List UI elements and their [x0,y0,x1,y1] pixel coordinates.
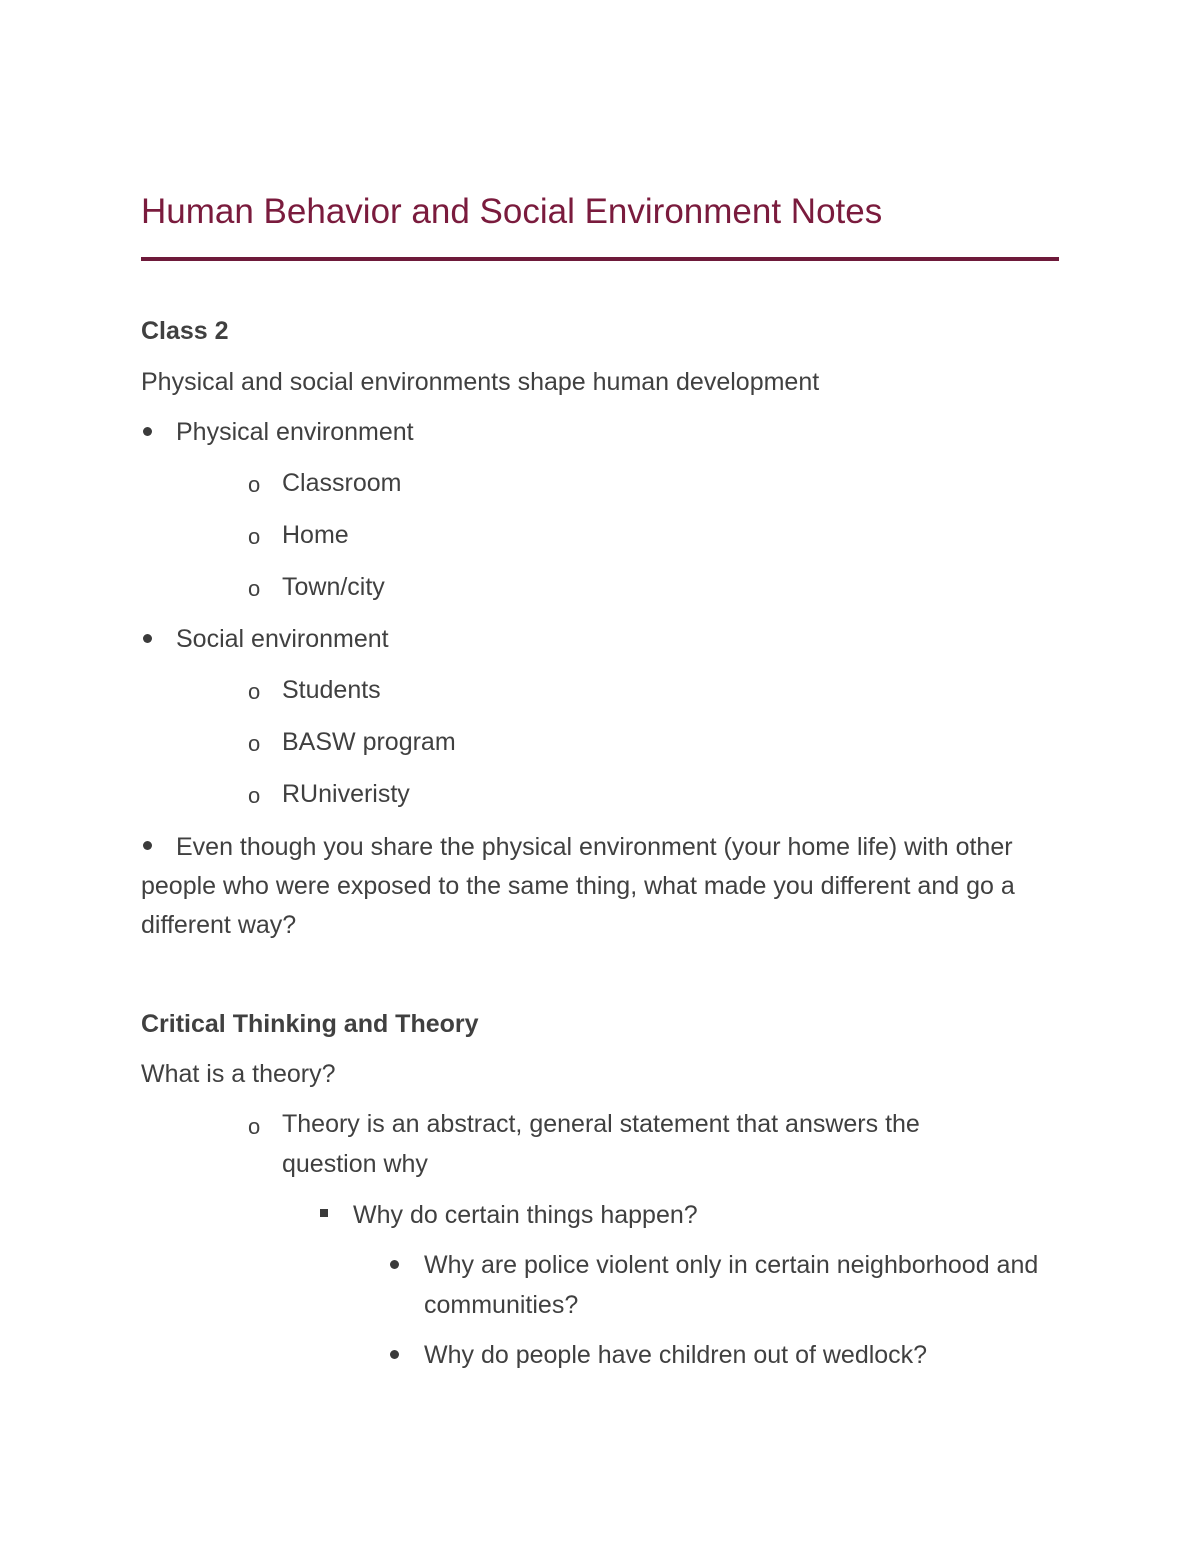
title-divider [141,257,1059,261]
section-heading-class-2: Class 2 [141,317,229,345]
circle-bullet-icon: o [248,1114,261,1139]
sub-sub-list-item: Why do certain things happen? [353,1201,698,1229]
circle-bullet-icon: o [248,576,261,601]
circle-bullet-icon: o [248,524,261,549]
document-title: Human Behavior and Social Environment Notes [141,192,883,231]
sub-list-item: Home [282,521,349,549]
example-item: Why are police violent only in certain neighborhood and communities? [424,1251,1039,1319]
sub-list-item: RUniveristy [282,780,410,808]
bullet-icon [390,1260,399,1269]
circle-bullet-icon: o [248,472,261,497]
bullet-icon [390,1350,399,1359]
section-heading-critical-thinking: Critical Thinking and Theory [141,1010,479,1038]
section-intro: What is a theory? [141,1060,336,1088]
bullet-icon [143,634,152,643]
sub-list-item: Students [282,676,381,704]
section-intro: Physical and social environments shape human development [141,368,820,396]
circle-bullet-icon: o [248,731,261,756]
question-text: Even though you share the physical environment (your home life) with other people who were exposed to the same thing, what made you different and go a different way? [141,833,1015,939]
list-item-physical-environment: Physical environment [176,418,414,446]
theory-definition: Theory is an abstract, general statement that answers the question why [282,1110,920,1178]
sub-list-item: Town/city [282,573,385,601]
square-bullet-icon [320,1209,328,1217]
sub-list-item: BASW program [282,728,456,756]
circle-bullet-icon: o [248,679,261,704]
bullet-icon [143,427,152,436]
question-paragraph [141,828,1061,945]
sub-list-item: Classroom [282,469,402,497]
circle-bullet-icon: o [248,783,261,808]
list-item-social-environment: Social environment [176,625,389,653]
example-item: Why do people have children out of wedlock? [424,1341,928,1369]
bullet-icon [143,841,152,850]
